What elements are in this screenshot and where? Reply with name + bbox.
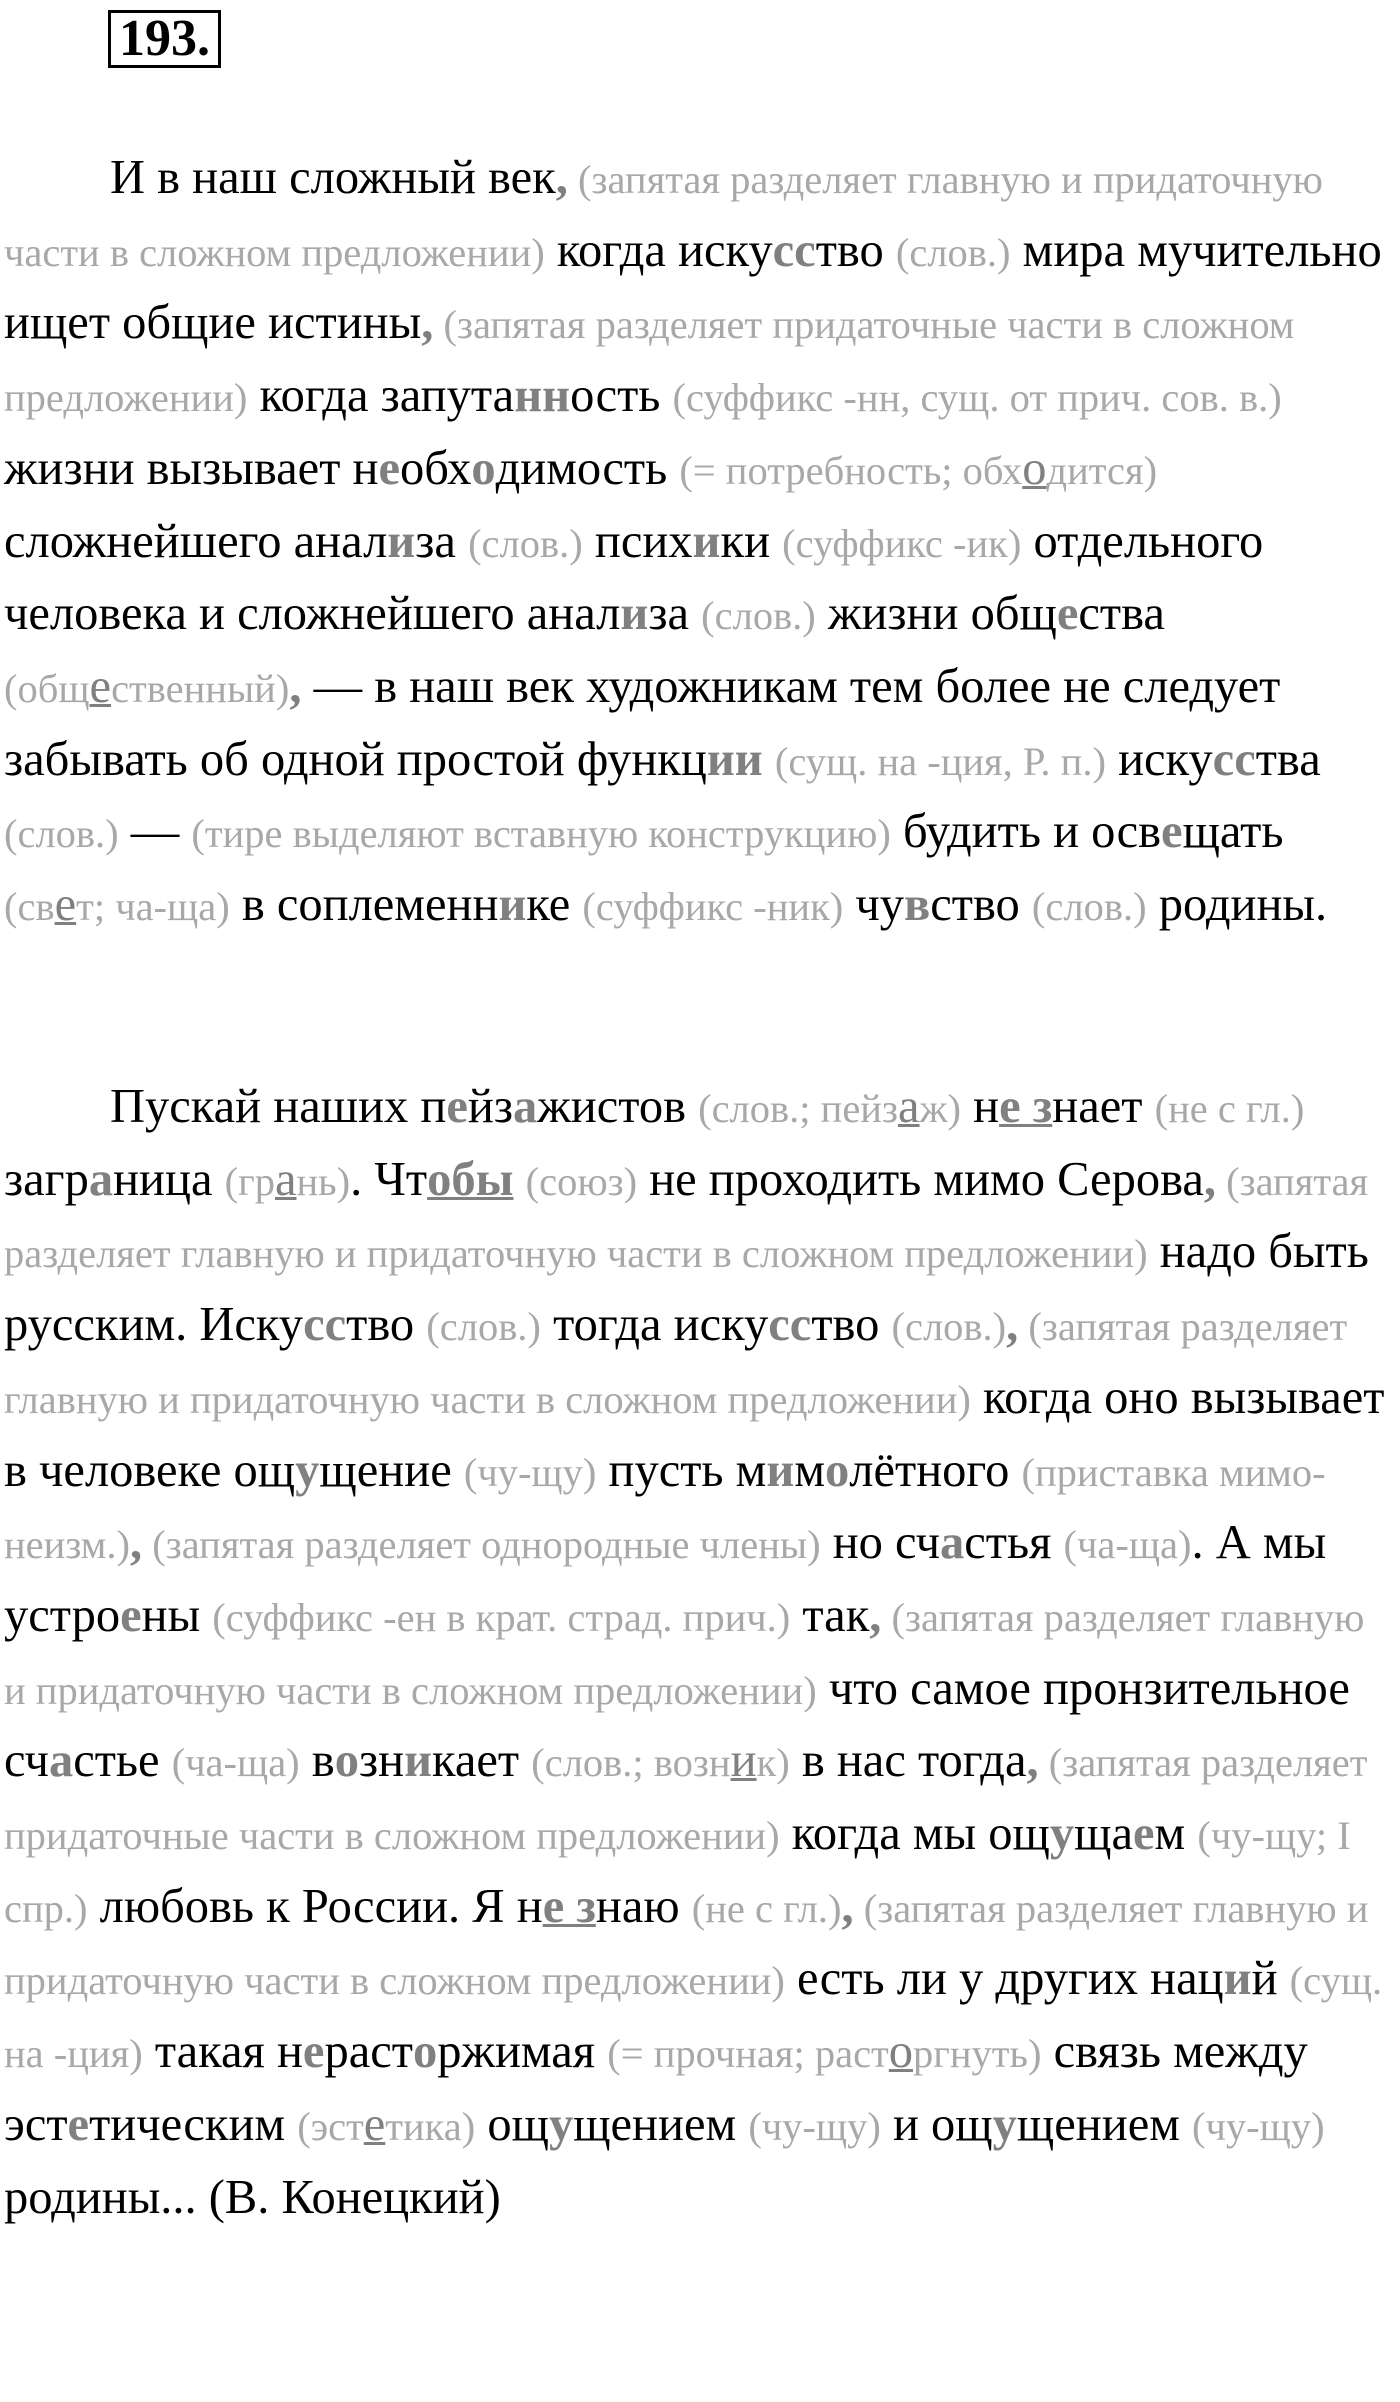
exercise-number: 193. bbox=[108, 10, 221, 68]
comment-note: (слов.) bbox=[895, 229, 1011, 275]
text-run: жизни вызывает н bbox=[4, 441, 379, 495]
text-run: когда оно вызывает в человеке ощ bbox=[4, 1370, 1385, 1497]
text-run: тво bbox=[811, 1298, 892, 1352]
highlighted-letter: а bbox=[940, 1516, 965, 1570]
underlined-highlight: е з bbox=[542, 1879, 596, 1933]
highlighted-letter: ии bbox=[706, 732, 763, 786]
comment-highlight: о bbox=[888, 2025, 914, 2079]
comment-note: (ча-ща) bbox=[171, 1740, 300, 1786]
text-run: ща bbox=[1074, 1807, 1133, 1861]
text-run: когда мы ощ bbox=[779, 1807, 1050, 1861]
comment-note: (слов.) bbox=[4, 811, 119, 857]
text-run: и ощ bbox=[880, 2097, 993, 2151]
text-run: надо быть русским. Иску bbox=[4, 1225, 1369, 1352]
text-run: но сч bbox=[820, 1516, 940, 1570]
comment-note: (чу-щу) bbox=[463, 1449, 597, 1495]
highlighted-letter: сс bbox=[303, 1298, 347, 1352]
punctuation-mark: , bbox=[555, 151, 568, 204]
comment-note: т; ча-ща) bbox=[76, 884, 230, 930]
comment-note: (запятая разделяет главную и придаточную части в сложном предложении) bbox=[4, 1885, 1369, 2004]
text-run: щать bbox=[1182, 805, 1284, 859]
text-run: йз bbox=[467, 1080, 514, 1133]
comment-note: (запятая разделяет главную и придаточную части в сложном предложении) bbox=[4, 157, 1323, 275]
text-run: И в наш сложный век bbox=[110, 151, 556, 204]
text-run: наю bbox=[595, 1879, 692, 1933]
highlighted-letter: е bbox=[378, 441, 401, 495]
comment-note: тика) bbox=[385, 2103, 476, 2149]
text-run: псих bbox=[582, 514, 693, 568]
text-run: ржимая bbox=[437, 2025, 608, 2079]
text-run: в соплеменн bbox=[229, 878, 499, 932]
text-run: стья bbox=[964, 1516, 1064, 1570]
paragraph-2 bbox=[4, 1072, 1396, 2233]
highlighted-letter: у bbox=[548, 2097, 574, 2151]
comment-note: (суффикс -ник) bbox=[582, 884, 844, 930]
highlighted-letter: о bbox=[471, 441, 496, 495]
comment-note: (сущ. на -ция) bbox=[4, 1958, 1383, 2077]
comment-note: (чу-щу; I спр.) bbox=[4, 1813, 1351, 1931]
punctuation-mark: , bbox=[841, 1879, 854, 1933]
highlighted-letter: о bbox=[825, 1443, 850, 1497]
comment-note: (= потребность; обх bbox=[679, 447, 1023, 493]
text-run: в bbox=[299, 1734, 335, 1788]
highlighted-letter: а bbox=[48, 1734, 74, 1788]
highlighted-letter: о bbox=[334, 1734, 359, 1788]
text-run: так bbox=[790, 1588, 870, 1642]
highlighted-letter: е bbox=[120, 1588, 142, 1642]
text-run: ке bbox=[526, 878, 583, 932]
text-run: отдельного человека и сложнейшего анал bbox=[4, 514, 1264, 641]
highlighted-letter: е bbox=[67, 2097, 90, 2151]
text-run: — в наш век художникам тем более не следует забывать об одной простой функц bbox=[4, 659, 1281, 786]
text-run: Пускай наших п bbox=[110, 1080, 447, 1133]
comment-note: (тире выделяют вставную конструкцию) bbox=[191, 811, 891, 857]
text-run: раст bbox=[324, 2025, 413, 2079]
highlighted-letter: сс bbox=[768, 1298, 812, 1352]
highlighted-letter: сс bbox=[1212, 732, 1256, 786]
text-run: за bbox=[415, 514, 469, 568]
text-run: сложнейшего анал bbox=[4, 514, 388, 568]
comment-note: (запятая разделяет придаточные части в сложном предложении) bbox=[4, 302, 1295, 421]
comment-note: (гр bbox=[224, 1158, 275, 1204]
comment-note: (чу-щу) bbox=[1192, 2103, 1325, 2149]
text-run: м bbox=[1154, 1807, 1198, 1861]
text-run: . А мы устро bbox=[4, 1516, 1327, 1642]
text-run: мира мучительно ищет общие истины bbox=[4, 223, 1382, 350]
text-run: ны bbox=[141, 1588, 213, 1642]
text-run: тва bbox=[1255, 732, 1321, 786]
highlighted-letter: нн bbox=[514, 369, 571, 423]
text-run: в нас тогда bbox=[789, 1734, 1027, 1788]
comment-note: ж) bbox=[919, 1086, 961, 1131]
text-run: чу bbox=[843, 878, 905, 932]
underlined-highlight: обы bbox=[427, 1152, 514, 1206]
comment-highlight: а bbox=[274, 1152, 297, 1206]
punctuation-mark: , bbox=[1006, 1298, 1019, 1352]
text-run: ки bbox=[720, 514, 783, 568]
comment-note: ственный) bbox=[111, 665, 290, 711]
comment-note: (слов.) bbox=[1031, 884, 1147, 930]
text-run: не проходить мимо Серова bbox=[637, 1152, 1204, 1206]
text-run: ощ bbox=[475, 2097, 549, 2151]
text-run bbox=[513, 1153, 525, 1206]
comment-highlight: а bbox=[897, 1080, 920, 1133]
comment-note: (слов.) bbox=[426, 1304, 541, 1350]
underlined-highlight: е з bbox=[999, 1080, 1053, 1133]
comment-note: (суффикс -ик) bbox=[782, 520, 1022, 566]
text-run: — bbox=[118, 805, 192, 859]
text-run: . Чт bbox=[350, 1152, 428, 1206]
comment-note: (общ bbox=[4, 665, 90, 711]
text-run: лётного bbox=[849, 1443, 1022, 1497]
text-run: тво bbox=[346, 1298, 427, 1352]
highlighted-letter: и bbox=[404, 1734, 433, 1788]
comment-note: (сущ. на -ция, Р. п.) bbox=[774, 738, 1106, 784]
highlighted-letter: е bbox=[1056, 587, 1079, 641]
highlighted-letter: и bbox=[692, 514, 721, 568]
text-run: ница bbox=[113, 1152, 225, 1206]
text-run: щением bbox=[573, 2097, 749, 2151]
highlighted-letter: е bbox=[1161, 805, 1183, 859]
comment-highlight: и bbox=[730, 1734, 757, 1788]
comment-note: (запятая разделяет главную и придаточную части в сложном предложении) bbox=[4, 1158, 1369, 1277]
comment-note: (приставка мимо- неизм.) bbox=[4, 1449, 1326, 1568]
punctuation-mark: , bbox=[421, 296, 434, 350]
highlighted-letter: е bbox=[302, 2025, 325, 2079]
text-run: тическим bbox=[89, 2097, 298, 2151]
comment-highlight: е bbox=[363, 2097, 386, 2151]
text-run: м bbox=[794, 1443, 826, 1497]
comment-note: (= прочная; раст bbox=[607, 2031, 889, 2077]
comment-note: (слов.) bbox=[701, 593, 816, 639]
comment-note: (эст bbox=[297, 2103, 364, 2149]
comment-highlight: е bbox=[89, 659, 112, 713]
comment-note: (св bbox=[4, 884, 55, 930]
highlighted-letter: а bbox=[88, 1152, 114, 1206]
text-run: тогда иску bbox=[540, 1298, 769, 1352]
text-run: что самое пронзительное сч bbox=[4, 1661, 1350, 1788]
text-run: ство bbox=[930, 878, 1032, 932]
comment-note: (союз) bbox=[525, 1158, 638, 1204]
text-run: за bbox=[648, 587, 702, 641]
highlighted-letter: и bbox=[498, 878, 527, 932]
text-run: жистов bbox=[537, 1080, 699, 1133]
text-run: стье bbox=[73, 1734, 172, 1788]
text-run: иску bbox=[1105, 732, 1213, 786]
text-run: димость bbox=[495, 441, 680, 495]
text-run: когда запута bbox=[247, 369, 515, 423]
comment-note: (чу-щу) bbox=[748, 2103, 881, 2149]
text-run: нает bbox=[1052, 1080, 1155, 1133]
comment-note: (слов.; пейз bbox=[698, 1086, 898, 1131]
comment-note: (слов.; возн bbox=[531, 1740, 731, 1786]
punctuation-mark: , bbox=[869, 1588, 882, 1642]
comment-note: (не с гл.) bbox=[691, 1885, 842, 1931]
comment-note: ргнуть) bbox=[913, 2031, 1042, 2077]
text-run: есть ли у других нац bbox=[784, 1952, 1224, 2006]
punctuation-mark: , bbox=[289, 659, 302, 713]
text-run: будить и осв bbox=[890, 805, 1162, 859]
text-run: тво bbox=[815, 223, 896, 277]
comment-note: (ча-ща) bbox=[1063, 1522, 1192, 1568]
punctuation-mark: , bbox=[1026, 1734, 1039, 1788]
highlighted-letter: и bbox=[387, 514, 416, 568]
highlighted-letter: и bbox=[766, 1443, 795, 1497]
highlighted-letter: у bbox=[992, 2097, 1017, 2151]
highlighted-letter: у bbox=[295, 1443, 320, 1497]
comment-note: (суффикс -нн, сущ. от прич. сов. в.) bbox=[672, 375, 1282, 421]
highlighted-letter: сс bbox=[772, 223, 816, 277]
text-run: ость bbox=[570, 369, 673, 423]
comment-note: (запятая разделяет однородные члены) bbox=[142, 1522, 821, 1568]
highlighted-letter: в bbox=[904, 878, 931, 932]
comment-note: (не с гл.) bbox=[1154, 1086, 1305, 1131]
paragraph-1 bbox=[4, 143, 1396, 943]
punctuation-mark: , bbox=[1203, 1152, 1216, 1206]
punctuation-mark: , bbox=[130, 1516, 143, 1570]
text-run: любовь к России. Я н bbox=[87, 1879, 543, 1933]
text-run: такая н bbox=[142, 2025, 303, 2079]
text-run: кает bbox=[432, 1734, 532, 1788]
comment-note: (запятая разделяет главную и придаточную части в сложном предложении) bbox=[4, 1304, 1348, 1422]
comment-note: (слов.) bbox=[468, 520, 583, 566]
comment-note: (запятая разделяет придаточные части в сложном предложении) bbox=[4, 1740, 1368, 1859]
text-run: зн bbox=[358, 1734, 405, 1788]
text-run: щение bbox=[319, 1443, 464, 1497]
comment-note: нь) bbox=[296, 1158, 351, 1204]
text-run: обх bbox=[400, 441, 472, 495]
text-run: родины... (В. Конецкий) bbox=[4, 2170, 501, 2224]
comment-note: (запятая разделяет главную и придаточную части в сложном предложении) bbox=[4, 1594, 1365, 1713]
text-run bbox=[763, 733, 775, 786]
text-run: родины. bbox=[1146, 878, 1328, 932]
comment-note: (слов.) bbox=[891, 1304, 1007, 1350]
comment-highlight: е bbox=[54, 878, 77, 932]
text-run: пусть м bbox=[596, 1443, 767, 1497]
text-run: й bbox=[1251, 1952, 1290, 2006]
comment-note: к) bbox=[756, 1740, 790, 1786]
highlighted-letter: о bbox=[412, 2025, 438, 2079]
text-run: загр bbox=[4, 1152, 89, 1206]
comment-highlight: о bbox=[1022, 441, 1047, 495]
highlighted-letter: а bbox=[513, 1080, 538, 1133]
text-run: связь между эст bbox=[4, 2025, 1308, 2151]
comment-note: (суффикс -ен в крат. страд. прич.) bbox=[212, 1594, 791, 1640]
text-run: когда иску bbox=[544, 223, 773, 277]
highlighted-letter: е bbox=[446, 1080, 468, 1133]
comment-note: дится) bbox=[1046, 447, 1158, 493]
highlighted-letter: и bbox=[620, 587, 649, 641]
text-run: жизни общ bbox=[815, 587, 1057, 641]
text-run: ства bbox=[1078, 587, 1165, 641]
text-run: щением bbox=[1016, 2097, 1193, 2151]
text-run: н bbox=[960, 1080, 1000, 1133]
highlighted-letter: е bbox=[1133, 1807, 1155, 1861]
highlighted-letter: у bbox=[1049, 1807, 1075, 1861]
highlighted-letter: и bbox=[1223, 1952, 1252, 2006]
